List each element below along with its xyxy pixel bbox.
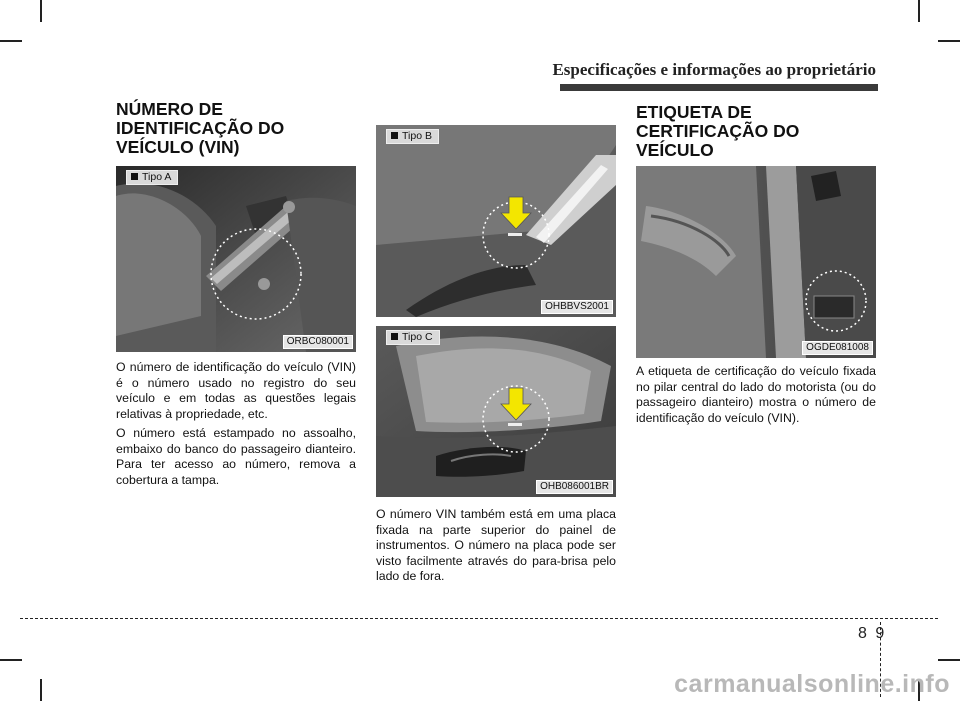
crop-mark xyxy=(0,40,22,42)
right-text xyxy=(636,364,876,426)
title-line: VEÍCULO (VIN) xyxy=(116,137,240,157)
title-line: VEÍCULO xyxy=(636,140,714,160)
windshield-illustration xyxy=(376,125,616,317)
watermark: carmanualsonline.info xyxy=(674,670,950,698)
figure-certification-label xyxy=(636,166,876,358)
figure-tipo-a xyxy=(116,166,356,352)
figure-tipo-c xyxy=(376,326,616,497)
door-pillar-illustration xyxy=(636,166,876,358)
figure-tag: Tipo A xyxy=(126,170,178,185)
crop-mark xyxy=(0,659,22,661)
right-column xyxy=(636,103,876,160)
paragraph: O número está estampado no assoalho, embaixo do banco do passageiro dianteiro. Para ter acesso ao número, remova a cobertura a tampa. xyxy=(116,426,356,487)
left-text xyxy=(116,360,356,488)
floor-illustration xyxy=(116,166,356,352)
paragraph: O número VIN também está em uma placa fixada na parte superior do painel de instrumentos. O número na placa pode ser visto facilmente através do para-brisa pelo lado de fora. xyxy=(376,507,616,583)
crop-mark xyxy=(918,0,920,22)
chapter-title: Especificações e informações ao proprietário xyxy=(552,60,876,79)
figure-code: ORBC080001 xyxy=(283,335,353,349)
figure-tipo-b xyxy=(376,125,616,317)
crop-mark xyxy=(938,659,960,661)
rear-window-illustration xyxy=(376,326,616,497)
header-bar xyxy=(560,84,878,91)
crop-mark xyxy=(40,0,42,22)
title-line: IDENTIFICAÇÃO DO xyxy=(116,118,285,138)
title-line: CERTIFICAÇÃO DO xyxy=(636,121,800,141)
paragraph: O número de identificação do veículo (VIN) é o número usado no registro do seu veículo e em todas as questões legais relativas à propriedade, etc. xyxy=(116,360,356,421)
crop-mark xyxy=(40,679,42,701)
certification-section-title xyxy=(636,103,876,160)
figure-code: OGDE081008 xyxy=(802,341,873,355)
figure-code: OHB086001BR xyxy=(536,480,613,494)
vin-section-title xyxy=(116,100,356,157)
title-line: ETIQUETA DE xyxy=(636,102,752,122)
figure-tag: Tipo C xyxy=(386,330,440,345)
title-line: NÚMERO DE xyxy=(116,99,223,119)
figure-code: OHBBVS2001 xyxy=(541,300,613,314)
crop-mark xyxy=(938,40,960,42)
page-number: 8 9 xyxy=(858,625,887,642)
left-column xyxy=(116,100,356,157)
footer-divider xyxy=(20,618,938,619)
figure-tag: Tipo B xyxy=(386,129,439,144)
paragraph: A etiqueta de certificação do veículo fixada no pilar central do lado do motorista (ou do passageiro dianteiro) mostra o número de identificação do veículo (VIN). xyxy=(636,364,876,425)
middle-text xyxy=(376,507,616,585)
